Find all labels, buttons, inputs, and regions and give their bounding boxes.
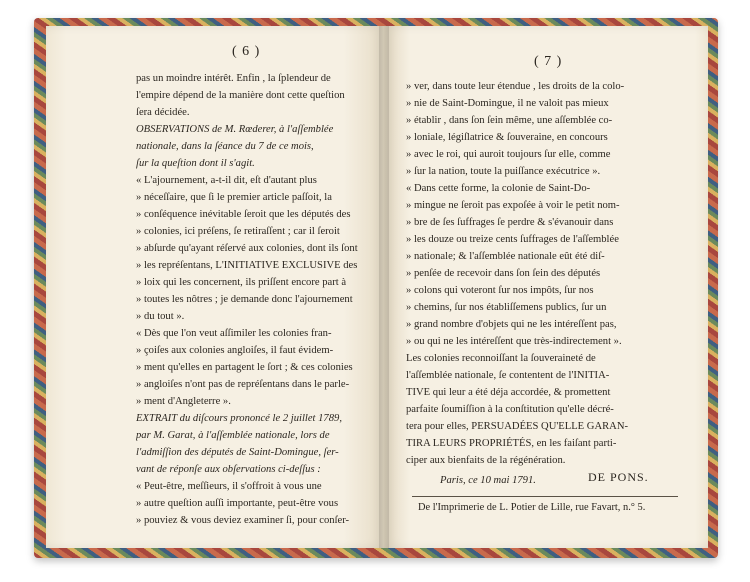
- text-line: » grand nombre d'objets qui ne les intéreſſent pas,: [406, 319, 617, 330]
- text-line: » les douze ou treize cents ſuffrages de l'aſſemblée: [406, 234, 619, 245]
- page-number: ( 6 ): [232, 44, 261, 59]
- text-line: » nationale; & l'aſſemblée nationale eût été diſ-: [406, 251, 605, 262]
- text-line: » du tout ».: [136, 311, 185, 322]
- text-line: l'empire dépend de la manière dont cette queſtion: [136, 90, 345, 101]
- text-line: » abſurde qu'ayant réſervé aux colonies, dont ils ſont: [136, 243, 358, 254]
- text-line: » ment qu'elles en partagent le ſort ; & ces colonies: [136, 362, 353, 373]
- text-line: parfaite ſoumiſſion à la conſtitution qu'elle décré-: [406, 404, 614, 415]
- text-line: » toutes les nôtres ; je demande donc l'ajournement: [136, 294, 353, 305]
- text-line: » loix qui les concernent, ils priſſent encore part à: [136, 277, 347, 288]
- page-text: [136, 70, 362, 529]
- text-line: « Dans cette forme, la colonie de Saint-Do-: [406, 183, 591, 194]
- text-line: » ou qui ne les intéreſſent que très-indirectement ».: [406, 336, 622, 347]
- text-line: Les colonies reconnoiſſant la ſouveraineté de: [406, 353, 596, 364]
- text-line: EXTRAIT du diſcours prononcé le 2 juillet 1789,: [136, 413, 342, 424]
- text-line: » ment d'Angleterre ».: [136, 396, 231, 407]
- text-line: l'aſſemblée nationale, ſe contentent de l'INITIA-: [406, 370, 610, 381]
- text-line: » les repréſentans, L'INITIATIVE EXCLUSIVE des: [136, 260, 358, 271]
- text-line: » conſéquence inévitable ſeroit que les députés des: [136, 209, 351, 220]
- text-line: vant de réponſe aux obſervations ci-deſſus :: [136, 464, 321, 475]
- text-line: « Dès que l'on veut aſſimiler les colonies fran-: [136, 328, 332, 339]
- text-line: » colons qui voteront ſur nos impôts, ſur nos: [406, 285, 594, 296]
- text-line: ciper aux bienfaits de la régénération.: [406, 455, 566, 466]
- text-line: » pouviez & vous deviez examiner ſi, pour conſer-: [136, 515, 350, 526]
- text-line: par M. Garat, à l'aſſemblée nationale, lors de: [136, 430, 330, 441]
- rule: [412, 496, 678, 497]
- page-number: ( 7 ): [534, 54, 563, 69]
- text-line: pas un moindre intérêt. Enfin , la ſplendeur de: [136, 73, 331, 84]
- text-line: ſera décidée.: [136, 107, 190, 118]
- text-line: » ver, dans toute leur étendue , les droits de la colo-: [406, 81, 625, 92]
- text-line: » nie de Saint-Domingue, il ne valoit pas mieux: [406, 98, 609, 109]
- text-line: OBSERVATIONS de M. Rœderer, à l'aſſemblée: [136, 124, 334, 135]
- imprint: De l'Imprimerie de L. Potier de Lille, rue Favart, n.° 5.: [418, 502, 646, 513]
- text-line: » loniale, légiſlatrice & ſouveraine, en concours: [406, 132, 608, 143]
- text-line: » chemins, ſur nos établiſſemens publics, ſur un: [406, 302, 607, 313]
- text-line: « Peut-être, meſſieurs, il s'offroit à vous une: [136, 481, 322, 492]
- text-line: » ſur la nation, toute la puiſſance exécutrice ».: [406, 166, 601, 177]
- signature: DE PONS.: [588, 470, 649, 484]
- text-line: » avec le roi, qui auroit toujours ſur elle, comme: [406, 149, 611, 160]
- text-line: l'admiſſion des députés de Saint-Domingue, ſer-: [136, 447, 339, 458]
- text-line: » néceſſaire, que ſi le premier article paſſoit, la: [136, 192, 332, 203]
- text-line: » colonies, ici préſens, ſe retiraſſent ; car il ſeroit: [136, 226, 340, 237]
- text-line: » autre queſtion auſſi importante, peut-être vous: [136, 498, 339, 509]
- text-line: TIVE qui leur a été déja accordée, & promettent: [406, 387, 611, 398]
- right-page: [384, 26, 708, 548]
- text-line: » penſée de recevoir dans ſon ſein des députés: [406, 268, 601, 279]
- text-line: » angloiſes n'ont pas de repréſentans dans le parle-: [136, 379, 350, 390]
- text-line: » mingue ne ſeroit pas expoſée à voir le petit nom-: [406, 200, 620, 211]
- book-gutter: [379, 26, 389, 548]
- left-page: [46, 26, 384, 548]
- open-book: [34, 18, 718, 558]
- page-text: [406, 78, 674, 469]
- text-line: nationale, dans la ſéance du 7 de ce mois,: [136, 141, 314, 152]
- text-line: » bre de ſes ſuffrages ſe perdre & s'évanouir dans: [406, 217, 614, 228]
- text-line: TIRA LEURS PROPRIÉTÉS, en les faiſant parti-: [406, 438, 617, 449]
- text-line: » établir , dans ſon ſein même, une aſſemblée co-: [406, 115, 613, 126]
- text-line: « L'ajournement, a-t-il dit, eſt d'autant plus: [136, 175, 317, 186]
- dateline: Paris, ce 10 mai 1791.: [440, 475, 536, 486]
- text-line: ſur la queſtion dont il s'agit.: [136, 158, 255, 169]
- text-line: » çoiſes aux colonies angloiſes, il faut évidem-: [136, 345, 334, 356]
- text-line: tera pour elles, PERSUADÉES QU'ELLE GARAN-: [406, 421, 628, 432]
